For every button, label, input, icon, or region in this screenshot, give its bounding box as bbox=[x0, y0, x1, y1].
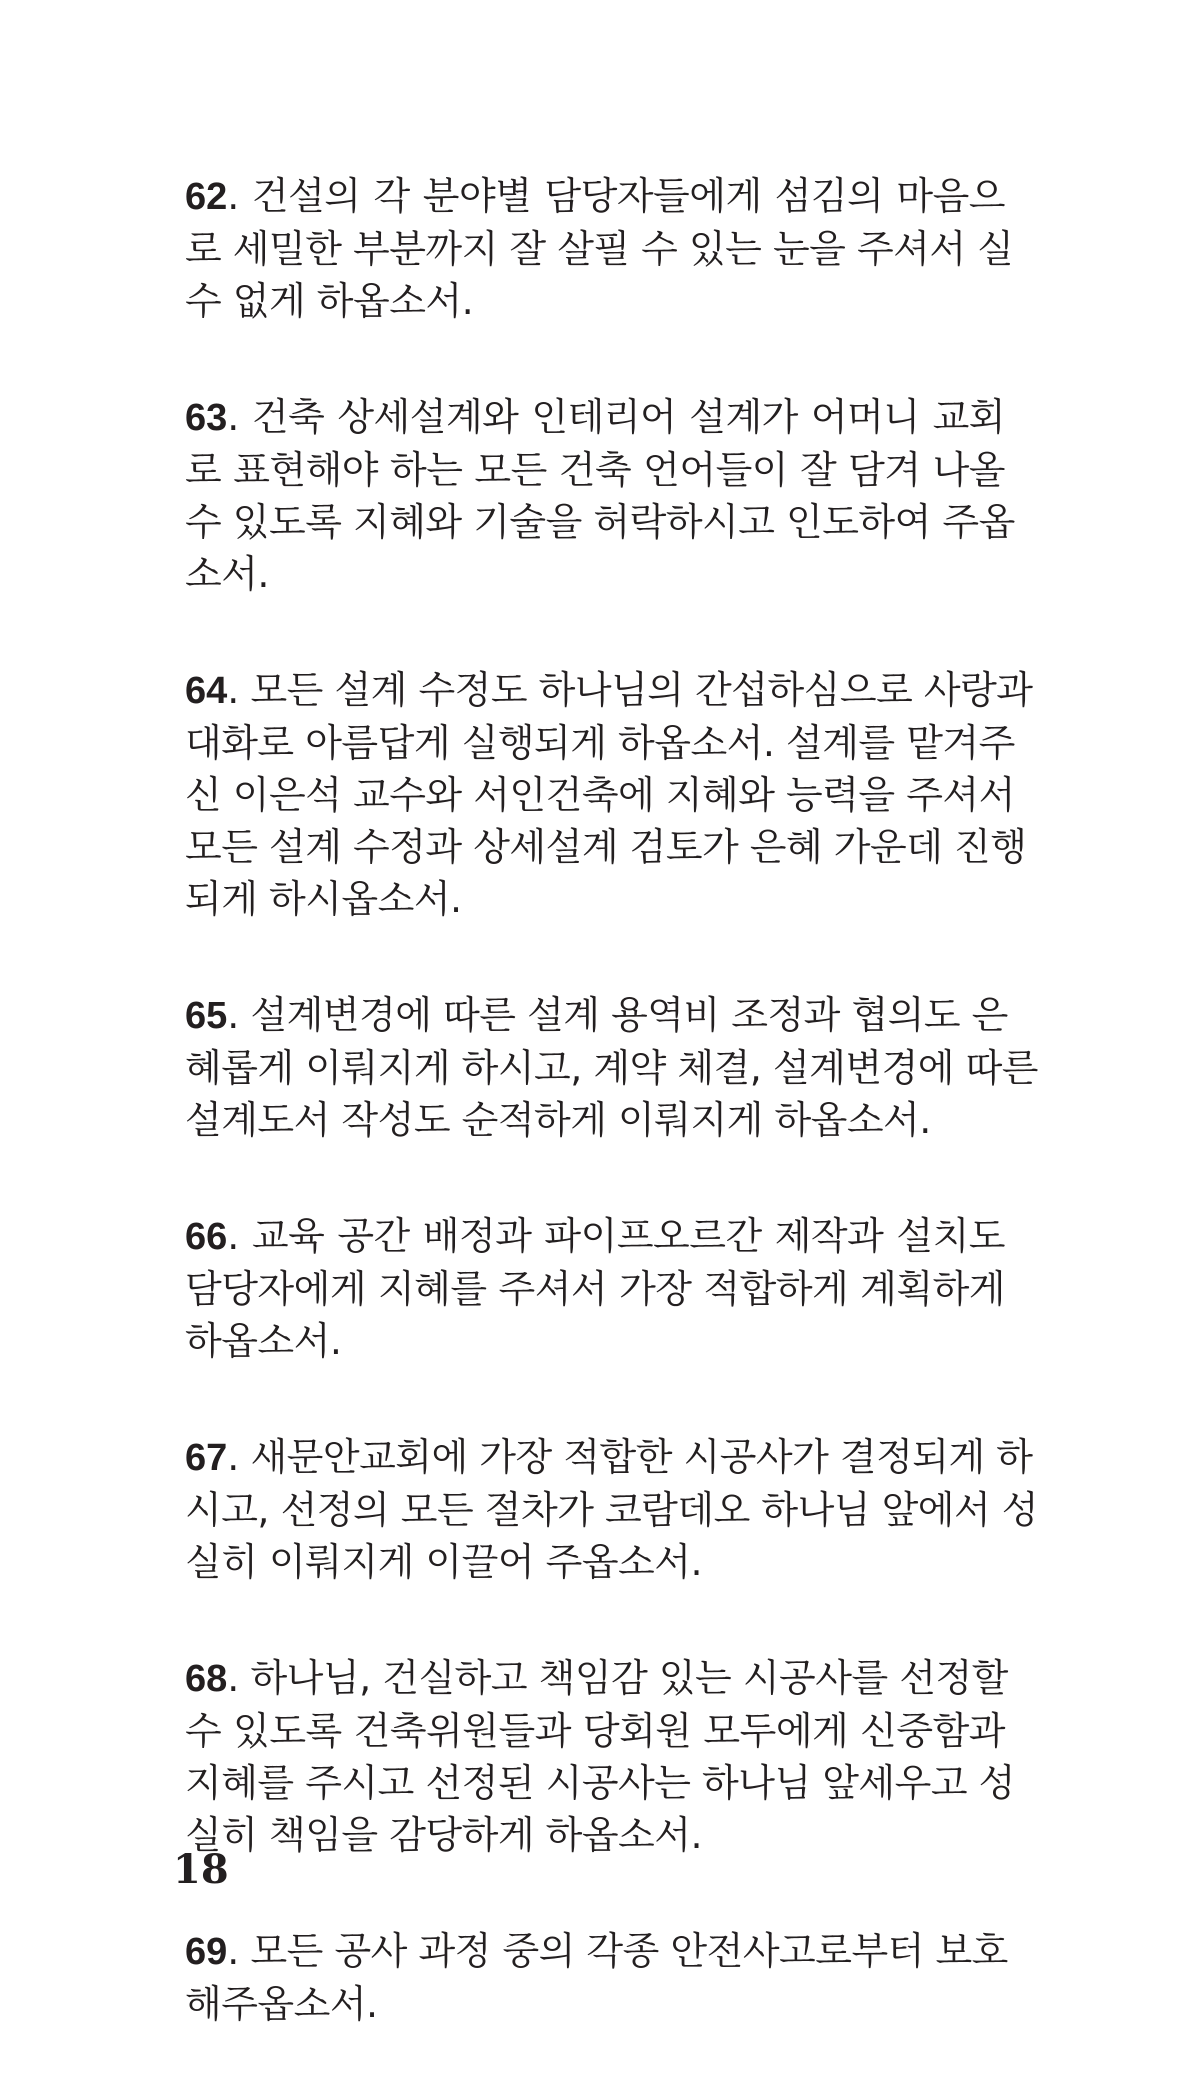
prayer-text: 설계변경에 따른 설계 용역비 조정과 협의도 은 bbox=[250, 993, 1008, 1037]
prayer-item bbox=[185, 1431, 1039, 1588]
prayer-number: 66 bbox=[185, 1216, 228, 1258]
prayer-line: 수 없게 하옵소서. bbox=[185, 279, 474, 323]
prayer-line: 64. 모든 설계 수정도 하나님의 간섭하심으로 사랑과 bbox=[185, 668, 1033, 712]
prayer-item bbox=[185, 391, 1015, 600]
prayer-line: 68. 하나님, 건실하고 책임감 있는 시공사를 선정할 bbox=[185, 1656, 1008, 1700]
prayer-line: 66. 교육 공간 배정과 파이프오르간 제작과 설치도 bbox=[185, 1214, 1005, 1258]
prayer-text: 건설의 각 분야별 담당자들에게 섬김의 마음으 bbox=[251, 174, 1005, 218]
prayer-line: 소서. bbox=[185, 552, 269, 596]
prayer-line: 신 이은석 교수와 서인건축에 지혜와 능력을 주셔서 bbox=[185, 773, 1015, 817]
prayer-line: 설계도서 작성도 순적하게 이뤄지게 하옵소서. bbox=[185, 1098, 931, 1142]
page-number: 18 bbox=[173, 1846, 229, 1893]
prayer-text: 하나님, 건실하고 책임감 있는 시공사를 선정할 bbox=[250, 1656, 1008, 1700]
prayer-line: 혜롭게 이뤄지게 하시고, 계약 체결, 설계변경에 따른 bbox=[185, 1046, 1039, 1090]
prayer-line: 해주옵소서. bbox=[185, 1982, 378, 2026]
prayer-line: 대화로 아름답게 실행되게 하옵소서. 설계를 맡겨주 bbox=[185, 721, 1015, 765]
prayer-line: 시고, 선정의 모든 절차가 코람데오 하나님 앞에서 성 bbox=[185, 1488, 1039, 1532]
prayer-number: 67 bbox=[185, 1437, 228, 1479]
prayer-text: 건축 상세설계와 인테리어 설계가 어머니 교회 bbox=[251, 395, 1005, 439]
prayer-item bbox=[185, 989, 1039, 1146]
prayer-line: 실히 책임을 감당하게 하옵소서. bbox=[185, 1813, 703, 1857]
prayer-line: 수 있도록 건축위원들과 당회원 모두에게 신중함과 bbox=[185, 1709, 1005, 1753]
prayer-text: 교육 공간 배정과 파이프오르간 제작과 설치도 bbox=[251, 1214, 1005, 1258]
prayer-text: 모든 설계 수정도 하나님의 간섭하심으로 사랑과 bbox=[250, 668, 1033, 712]
prayer-line: 67. 새문안교회에 가장 적합한 시공사가 결정되게 하 bbox=[185, 1435, 1033, 1479]
prayer-text: 모든 공사 과정 중의 각종 안전사고로부터 보호 bbox=[250, 1929, 1008, 1973]
prayer-number: 63 bbox=[185, 397, 228, 439]
prayer-line: 로 세밀한 부분까지 잘 살필 수 있는 눈을 주셔서 실 bbox=[185, 227, 1014, 271]
prayer-line: 수 있도록 지혜와 기술을 허락하시고 인도하여 주옵 bbox=[185, 500, 1015, 544]
prayer-number: 62 bbox=[185, 176, 228, 218]
prayer-item bbox=[185, 1652, 1015, 1861]
prayer-line: 되게 하시옵소서. bbox=[185, 877, 462, 921]
prayer-item bbox=[185, 664, 1033, 925]
prayer-line: 65. 설계변경에 따른 설계 용역비 조정과 협의도 은 bbox=[185, 993, 1008, 1037]
prayer-number: 64 bbox=[185, 670, 228, 712]
prayer-line: 모든 설계 수정과 상세설계 검토가 은혜 가운데 진행 bbox=[185, 825, 1027, 869]
prayer-line: 하옵소서. bbox=[185, 1319, 342, 1363]
prayer-list bbox=[185, 170, 1039, 2094]
prayer-line: 담당자에게 지혜를 주셔서 가장 적합하게 계획하게 bbox=[185, 1267, 1005, 1311]
prayer-item bbox=[185, 170, 1014, 327]
prayer-line: 실히 이뤄지게 이끌어 주옵소서. bbox=[185, 1540, 703, 1584]
prayer-line: 62. 건설의 각 분야별 담당자들에게 섬김의 마음으 bbox=[185, 174, 1005, 218]
prayer-line: 69. 모든 공사 과정 중의 각종 안전사고로부터 보호 bbox=[185, 1929, 1008, 1973]
prayer-item bbox=[185, 1925, 1008, 2030]
prayer-line: 로 표현해야 하는 모든 건축 언어들이 잘 담겨 나올 bbox=[185, 448, 1005, 492]
prayer-number: 68 bbox=[185, 1658, 228, 1700]
prayer-line: 63. 건축 상세설계와 인테리어 설계가 어머니 교회 bbox=[185, 395, 1005, 439]
prayer-text: 새문안교회에 가장 적합한 시공사가 결정되게 하 bbox=[250, 1435, 1033, 1479]
prayer-item bbox=[185, 1210, 1005, 1367]
prayer-number: 65 bbox=[185, 995, 228, 1037]
prayer-line: 지혜를 주시고 선정된 시공사는 하나님 앞세우고 성 bbox=[185, 1761, 1015, 1805]
prayer-number: 69 bbox=[185, 1931, 228, 1973]
